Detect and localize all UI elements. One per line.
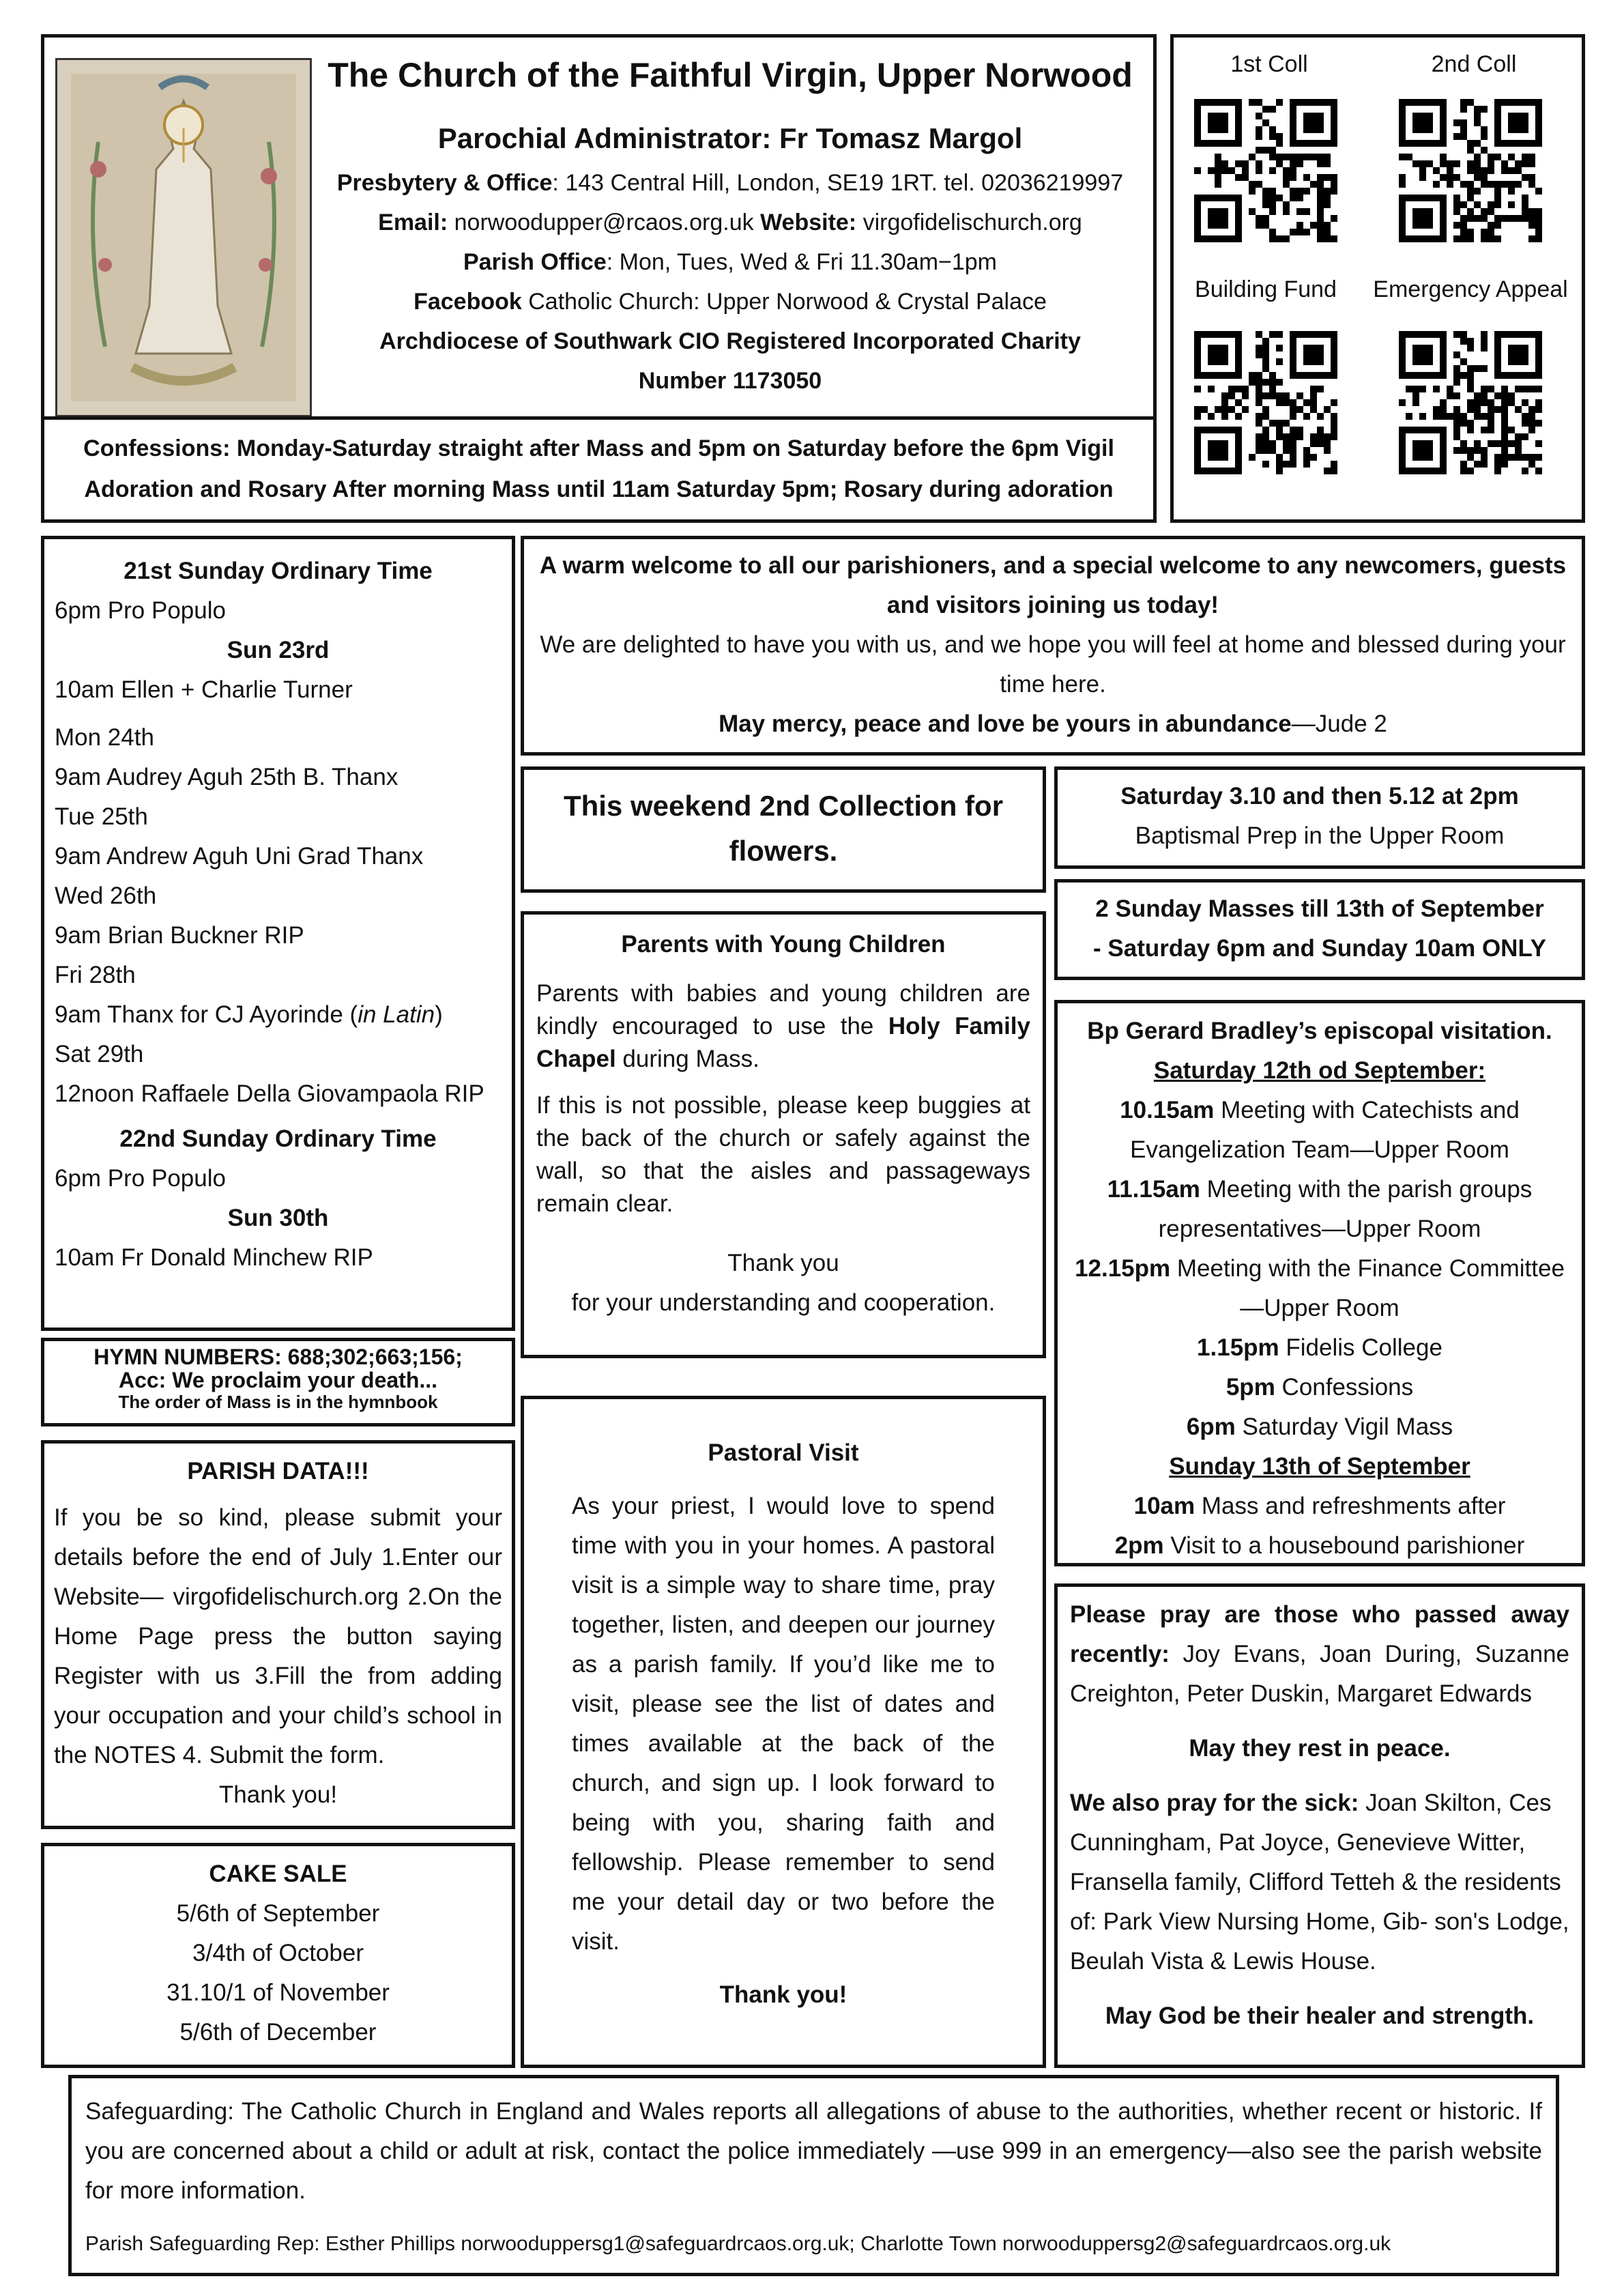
schedule-line: 10am Ellen + Charlie Turner (55, 676, 353, 703)
qr-codes-box (1170, 34, 1585, 523)
schedule-line: Sat 29th (55, 1041, 144, 1067)
cake-sale-box (41, 1843, 515, 2068)
qr-label-emergency-appeal: Emergency Appeal (1373, 276, 1568, 302)
baptism-prep-box (1054, 766, 1585, 869)
second-collection-text: This weekend 2nd Collection for flowers. (563, 790, 1004, 867)
safeguarding-text: Safeguarding: The Catholic Church in England and Wales reports all allegations of abuse to the authorities, whether recent or historic. If you are concerned about a child or adult at risk, contact the police immediately —use 999 in an emergency—also see the parish website for more information. (85, 2098, 1542, 2204)
welcome-box (521, 536, 1585, 756)
parents-thanks: Thank you (727, 1250, 839, 1276)
parish-data-title: PARISH DATA!!! (187, 1458, 369, 1484)
email-link[interactable]: norwoodupper@rcaos.org.uk (448, 210, 761, 235)
bishop-title: Bp Gerard Bradley’s episcopal visitation. (1087, 1018, 1552, 1044)
charity-line-1: Archdiocese of Southwark CIO Registered Incorporated Charity (379, 328, 1081, 354)
parents-title: Parents with Young Children (621, 931, 946, 958)
qr-code-building-fund[interactable] (1194, 331, 1337, 474)
cake-sale-date: 31.10/1 of November (166, 1979, 390, 2006)
visitation-item: 1.15pm Fidelis College (1197, 1334, 1442, 1361)
parish-data-body: If you be so kind, please submit your details before the end of July 1.Enter our Website— virgofidelischurch.org 2.On the Home Page press the button saying Register with us 3.Fill the from adding your occupation and your child’s school in the NOTES 4. Submit the form. (54, 1504, 502, 1768)
madonna-illustration (57, 60, 310, 415)
prayers-box (1054, 1583, 1585, 2068)
welcome-text: We are delighted to have you with us, and we hope you will feel at home and blessed during your time here. (540, 631, 1566, 698)
schedule-line: Tue 25th (55, 803, 148, 830)
hymn-acclamation: Acc: We proclaim your death... (118, 1368, 438, 1392)
cake-sale-date: 3/4th of October (192, 1940, 364, 1966)
qr-label-1st-coll: 1st Coll (1230, 51, 1308, 77)
parish-data-thanks: Thank you! (218, 1781, 338, 1808)
visitation-item: 5pm Confessions (1226, 1374, 1414, 1401)
second-collection-box (521, 766, 1046, 893)
schedule-heading-22nd: 22nd Sunday Ordinary Time (119, 1125, 437, 1152)
episcopal-visitation-box (1054, 1000, 1585, 1566)
parents-box (521, 911, 1046, 1358)
schedule-line: Fri 28th (55, 962, 136, 988)
schedule-line: Mon 24th (55, 724, 154, 751)
schedule-heading-sun-30: Sun 30th (227, 1205, 329, 1231)
bishop-saturday: Saturday 12th od September: (1153, 1057, 1486, 1084)
parish-data-box (41, 1440, 515, 1829)
hymn-numbers-box (41, 1338, 515, 1426)
schedule-line: 9am Brian Buckner RIP (55, 922, 304, 949)
visitation-item: 6pm Saturday Vigil Mass (1186, 1414, 1453, 1440)
schedule-line: Wed 26th (55, 882, 157, 909)
pastoral-body: As your priest, I would love to spend time with you in your homes. A pastoral visit is a simple way to share time, pray together, listen, and deepen our journey as a parish family. If you’d like me to visit, please see the list of dates and times available at the back of the church, and sign up. I look forward to being with you, sharing faith and fellowship. Please remember to send me your detail day or two before the visit. (572, 1493, 995, 1955)
bishop-sunday: Sunday 13th of September (1169, 1453, 1470, 1480)
confessions-line-1: Confessions: Monday-Saturday straight after Mass and 5pm on Saturday before the 6pm Vigil (83, 435, 1114, 461)
masses-line-2: - Saturday 6pm and Sunday 10am ONLY (1093, 935, 1546, 962)
cake-sale-date: 5/6th of September (176, 1900, 380, 1927)
visitation-item: 2pm Visit to a housebound parishioner (1114, 1532, 1525, 1559)
qr-code-2nd-coll[interactable] (1399, 99, 1542, 242)
pastoral-visit-box (521, 1396, 1046, 2068)
welcome-quote: May mercy, peace and love be yours in abundance—Jude 2 (719, 711, 1387, 737)
qr-code-1st-coll[interactable] (1194, 99, 1337, 242)
safeguarding-rep: Parish Safeguarding Rep: Esther Phillips norwooduppersg1@safeguardrcaos.org.uk; Charlotte Town norwooduppersg2@safeguardrcaos.org.uk (85, 2233, 1391, 2255)
pastoral-title: Pastoral Visit (708, 1439, 859, 1466)
schedule-line: 9am Audrey Aguh 25th B. Thanx (55, 764, 398, 790)
cake-sale-title: CAKE SALE (209, 1861, 347, 1887)
parents-p2: If this is not possible, please keep buggies at the back of the church or safely against the wall, so that the aisles and passageways remain clear. (536, 1092, 1030, 1217)
virgo-fidelis-image (55, 58, 312, 417)
prayers-rest: May they rest in peace. (1189, 1735, 1451, 1762)
parents-thanks-2: for your understanding and cooperation. (571, 1289, 996, 1316)
qr-label-2nd-coll: 2nd Coll (1431, 51, 1517, 77)
visitation-item: 12.15pm Meeting with the Finance Committee—Upper Room (1075, 1255, 1565, 1321)
charity-line-2: Number 1173050 (638, 368, 822, 394)
qr-label-building-fund: Building Fund (1195, 276, 1337, 302)
presbytery-line: Presbytery & Office: 143 Central Hill, London, SE19 1RT. tel. 02036219997 (336, 170, 1124, 196)
confessions-box (41, 416, 1157, 523)
welcome-heading: A warm welcome to all our parishioners, and a special welcome to any newcomers, guests and visitors joining us today! (539, 552, 1567, 618)
header-box (41, 34, 1157, 421)
schedule-heading-21st: 21st Sunday Ordinary Time (124, 558, 433, 584)
website-link[interactable]: virgofidelischurch.org (856, 210, 1082, 235)
visitation-item: 11.15am Meeting with the parish groups representatives—Upper Room (1107, 1176, 1533, 1242)
hymn-order-note: The order of Mass is in the hymnbook (118, 1392, 438, 1412)
visitation-item: 10am Mass and refreshments after (1133, 1493, 1506, 1519)
schedule-line: 10am Fr Donald Minchew RIP (55, 1244, 373, 1271)
schedule-line: 9am Andrew Aguh Uni Grad Thanx (55, 843, 424, 870)
baptism-text: Baptismal Prep in the Upper Room (1135, 822, 1505, 849)
masses-line-1: 2 Sunday Masses till 13th of September (1095, 895, 1544, 922)
hymn-numbers: HYMN NUMBERS: 688;302;663;156; (93, 1345, 463, 1369)
facebook-line: Facebook Catholic Church: Upper Norwood & Crystal Palace (414, 289, 1047, 315)
email-line: Email: norwoodupper@rcaos.org.uk Website: virgofidelischurch.org (378, 210, 1082, 235)
confessions-line-2: Adoration and Rosary After morning Mass until 11am Saturday 5pm; Rosary during adoration (84, 476, 1114, 502)
prayers-deceased: Please pray are those who passed away recently: Joy Evans, Joan During, Suzanne Creighton, Peter Duskin, Margaret Edwards (1070, 1601, 1569, 1707)
office-line: Parish Office: Mon, Tues, Wed & Fri 11.30am−1pm (463, 249, 998, 275)
schedule-line: 6pm Pro Populo (55, 597, 226, 624)
schedule-line: 12noon Raffaele Della Giovampaola RIP (55, 1080, 484, 1107)
church-title: The Church of the Faithful Virgin, Upper Norwood (328, 56, 1133, 94)
visitation-item: 10.15am Meeting with Catechists and Evangelization Team—Upper Room (1120, 1097, 1520, 1163)
parents-p1: Parents with babies and young children are kindly encouraged to use the Holy Family Chapel during Mass. (536, 980, 1030, 1072)
prayers-closing: May God be their healer and strength. (1105, 2003, 1535, 2029)
administrator: Parochial Administrator: Fr Tomasz Margol (437, 122, 1023, 154)
cake-sale-date: 5/6th of December (179, 2019, 377, 2046)
mass-schedule-box (41, 536, 515, 1331)
sunday-masses-box (1054, 879, 1585, 980)
qr-code-emergency-appeal[interactable] (1399, 331, 1542, 474)
schedule-line: 6pm Pro Populo (55, 1165, 226, 1192)
schedule-line: 9am Thanx for CJ Ayorinde (in Latin) (55, 1001, 443, 1028)
pastoral-thanks: Thank you! (719, 1981, 847, 2008)
prayers-sick: We also pray for the sick: Joan Skilton, Ces Cunningham, Pat Joyce, Genevieve Witter, Fransella family, Clifford Tetteh & the residents of: Park View Nursing Home, Gib- son's Lodge, Beulah Vista & Lewis House. (1070, 1790, 1569, 1975)
baptism-title: Saturday 3.10 and then 5.12 at 2pm (1120, 783, 1519, 809)
schedule-heading-sun-23: Sun 23rd (227, 637, 330, 663)
safeguarding-box (68, 2075, 1559, 2276)
